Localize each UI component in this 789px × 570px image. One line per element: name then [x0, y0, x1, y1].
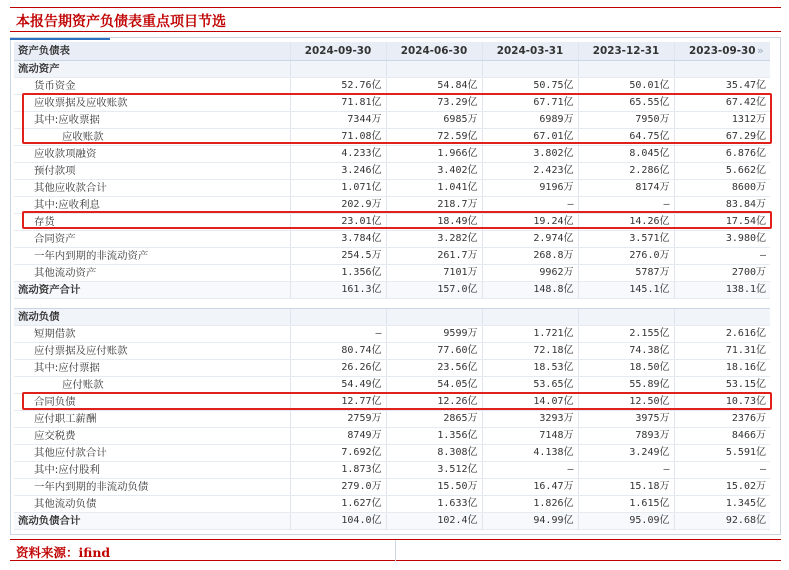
cell-value: 1.627亿	[290, 495, 386, 512]
table-row	[14, 162, 770, 179]
cell-value: 4.138亿	[482, 444, 578, 461]
cell-value: —	[290, 325, 386, 342]
table-row	[14, 128, 770, 145]
row-label: 流动资产合计	[14, 281, 290, 298]
cell-value: 1.721亿	[482, 325, 578, 342]
cell-value: 14.26亿	[578, 213, 674, 230]
cell-value: 15.50万	[386, 478, 482, 495]
table-row	[14, 111, 770, 128]
cell-value: 65.55亿	[578, 94, 674, 111]
cell-value: 1.071亿	[290, 179, 386, 196]
cell-value: —	[578, 461, 674, 478]
cell-value: 67.01亿	[482, 128, 578, 145]
cell-value: 95.09亿	[578, 512, 674, 529]
source-note: 资料来源：ifind	[16, 545, 111, 560]
table-row	[14, 376, 770, 393]
table-row	[14, 410, 770, 427]
table-row	[14, 461, 770, 478]
cell-value: 23.01亿	[290, 213, 386, 230]
cell-value: 1312万	[674, 111, 770, 128]
cell-value: 4.233亿	[290, 145, 386, 162]
column-header-period[interactable]: 2024-09-30	[290, 42, 386, 60]
cell-value: 72.59亿	[386, 128, 482, 145]
table-row	[14, 145, 770, 162]
cell-value: 6.876亿	[674, 145, 770, 162]
cell-value: 157.0亿	[386, 281, 482, 298]
cell-value: 268.8万	[482, 247, 578, 264]
cell-value: 8600万	[674, 179, 770, 196]
row-label: 流动负债合计	[14, 512, 290, 529]
table-row	[14, 359, 770, 376]
total-row-current-liabilities	[14, 512, 770, 529]
cell-value: 218.7万	[386, 196, 482, 213]
cell-value: 52.76亿	[290, 77, 386, 94]
row-label: 一年内到期的非流动负债	[14, 478, 290, 495]
cell-value: 54.05亿	[386, 376, 482, 393]
cell-value: 15.18万	[578, 478, 674, 495]
cell-value: 3.402亿	[386, 162, 482, 179]
row-label: 应收款项融资	[14, 145, 290, 162]
cell-value: 3293万	[482, 410, 578, 427]
row-label: 存货	[14, 213, 290, 230]
spacer-cell	[14, 298, 770, 308]
cell-value: 148.8亿	[482, 281, 578, 298]
cell-value: —	[482, 196, 578, 213]
cell-value: 50.01亿	[578, 77, 674, 94]
cell-value: 3975万	[578, 410, 674, 427]
column-header-period[interactable]: 2024-06-30	[386, 42, 482, 60]
section-cell	[290, 60, 386, 77]
table-header-row	[14, 42, 770, 60]
cell-value: 3.249亿	[578, 444, 674, 461]
cell-value: 7101万	[386, 264, 482, 281]
section-spacer	[14, 298, 770, 308]
row-label: 其他流动负债	[14, 495, 290, 512]
cell-value: 18.49亿	[386, 213, 482, 230]
row-label: 预付款项	[14, 162, 290, 179]
table-row	[14, 196, 770, 213]
cell-value: 17.54亿	[674, 213, 770, 230]
cell-value: 2.974亿	[482, 230, 578, 247]
cell-value: 2759万	[290, 410, 386, 427]
cell-value: 1.633亿	[386, 495, 482, 512]
cell-value: 3.802亿	[482, 145, 578, 162]
row-label: 其他流动资产	[14, 264, 290, 281]
cell-value: 3.784亿	[290, 230, 386, 247]
table-row	[14, 495, 770, 512]
table-row	[14, 325, 770, 342]
cell-value: 71.31亿	[674, 342, 770, 359]
cell-value: 72.18亿	[482, 342, 578, 359]
cell-value: 104.0亿	[290, 512, 386, 529]
cell-value: 3.282亿	[386, 230, 482, 247]
section-cell	[482, 60, 578, 77]
cell-value: 202.9万	[290, 196, 386, 213]
row-label: 应收账款	[14, 128, 290, 145]
cell-value: 5.662亿	[674, 162, 770, 179]
table-row	[14, 230, 770, 247]
cell-value: 2376万	[674, 410, 770, 427]
cell-value: 2.155亿	[578, 325, 674, 342]
total-row-current-assets	[14, 281, 770, 298]
section-cell	[290, 308, 386, 325]
cell-value: 2865万	[386, 410, 482, 427]
row-label: 其他应付款合计	[14, 444, 290, 461]
row-label: 应收票据及应收账款	[14, 94, 290, 111]
cell-value: 1.041亿	[386, 179, 482, 196]
cell-value: 3.980亿	[674, 230, 770, 247]
row-label: 其中:应收利息	[14, 196, 290, 213]
cell-value: 54.49亿	[290, 376, 386, 393]
cell-value: 26.26亿	[290, 359, 386, 376]
row-label: 短期借款	[14, 325, 290, 342]
row-label: 其他应收款合计	[14, 179, 290, 196]
cell-value: 6985万	[386, 111, 482, 128]
cell-value: 8174万	[578, 179, 674, 196]
row-label: 应交税费	[14, 427, 290, 444]
cell-value: 67.29亿	[674, 128, 770, 145]
cell-value: 23.56亿	[386, 359, 482, 376]
cell-value: 10.73亿	[674, 393, 770, 410]
cell-value: 2700万	[674, 264, 770, 281]
section-cell	[482, 308, 578, 325]
cell-value: 18.16亿	[674, 359, 770, 376]
column-header-period[interactable]: 2024-03-31	[482, 42, 578, 60]
cell-value: 71.81亿	[290, 94, 386, 111]
table-row	[14, 393, 770, 410]
table-row	[14, 94, 770, 111]
cell-value: 9962万	[482, 264, 578, 281]
section-cell	[578, 308, 674, 325]
cell-value: 1.356亿	[290, 264, 386, 281]
cell-value: 138.1亿	[674, 281, 770, 298]
cell-value: 19.24亿	[482, 213, 578, 230]
cell-value: 55.89亿	[578, 376, 674, 393]
table-body	[14, 60, 770, 529]
row-label: 应付票据及应付账款	[14, 342, 290, 359]
cell-value: 12.26亿	[386, 393, 482, 410]
column-header-label: 资产负债表	[14, 42, 290, 60]
cell-value: 35.47亿	[674, 77, 770, 94]
section-title: 流动负债	[14, 308, 290, 325]
row-label: 其中:应付票据	[14, 359, 290, 376]
cell-value: 8.308亿	[386, 444, 482, 461]
cell-value: 71.08亿	[290, 128, 386, 145]
cell-value: 18.53亿	[482, 359, 578, 376]
section-cell	[674, 60, 770, 77]
report-title: 本报告期资产负债表重点项目节选	[16, 14, 226, 30]
cell-value: —	[674, 247, 770, 264]
cell-value: 254.5万	[290, 247, 386, 264]
cell-value: 15.02万	[674, 478, 770, 495]
cell-value: 53.65亿	[482, 376, 578, 393]
section-cell	[386, 308, 482, 325]
row-label: 应付账款	[14, 376, 290, 393]
cell-value: 3.246亿	[290, 162, 386, 179]
cell-value: —	[578, 196, 674, 213]
cell-value: 67.71亿	[482, 94, 578, 111]
cell-value: 2.423亿	[482, 162, 578, 179]
source-footer	[10, 539, 781, 561]
cell-value: 64.75亿	[578, 128, 674, 145]
cell-value: 3.512亿	[386, 461, 482, 478]
scroll-right-icon[interactable]: »	[757, 44, 764, 57]
cell-value: —	[674, 461, 770, 478]
cell-value: 5.591亿	[674, 444, 770, 461]
cell-value: 53.15亿	[674, 376, 770, 393]
cell-value: 7344万	[290, 111, 386, 128]
cell-value: 1.345亿	[674, 495, 770, 512]
cell-value: 7950万	[578, 111, 674, 128]
table-row	[14, 179, 770, 196]
cell-value: 5787万	[578, 264, 674, 281]
cell-value: 80.74亿	[290, 342, 386, 359]
column-header-period[interactable]: 2023-12-31	[578, 42, 674, 60]
table-row	[14, 247, 770, 264]
cell-value: 8466万	[674, 427, 770, 444]
row-label: 合同资产	[14, 230, 290, 247]
cell-value: 1.966亿	[386, 145, 482, 162]
cell-value: 12.50亿	[578, 393, 674, 410]
cell-value: 7893万	[578, 427, 674, 444]
cell-value: 261.7万	[386, 247, 482, 264]
section-current-liabilities	[14, 308, 770, 325]
section-title: 流动资产	[14, 60, 290, 77]
table-row	[14, 427, 770, 444]
cell-value: 77.60亿	[386, 342, 482, 359]
cell-value: 92.68亿	[674, 512, 770, 529]
cell-value: 18.50亿	[578, 359, 674, 376]
cell-value: 279.0万	[290, 478, 386, 495]
cell-value: 8.045亿	[578, 145, 674, 162]
cell-value: 1.356亿	[386, 427, 482, 444]
table-row	[14, 342, 770, 359]
cell-value: 1.826亿	[482, 495, 578, 512]
section-cell	[674, 308, 770, 325]
table-row	[14, 77, 770, 94]
table-row	[14, 444, 770, 461]
section-cell	[386, 60, 482, 77]
cell-value: 50.75亿	[482, 77, 578, 94]
footer-divider	[395, 540, 396, 561]
row-label: 应付职工薪酬	[14, 410, 290, 427]
cell-value: 9196万	[482, 179, 578, 196]
table-row	[14, 213, 770, 230]
cell-value: 161.3亿	[290, 281, 386, 298]
section-current-assets	[14, 60, 770, 77]
cell-value: 1.615亿	[578, 495, 674, 512]
cell-value: 73.29亿	[386, 94, 482, 111]
row-label: 合同负债	[14, 393, 290, 410]
cell-value: 67.42亿	[674, 94, 770, 111]
cell-value: 2.616亿	[674, 325, 770, 342]
cell-value: 12.77亿	[290, 393, 386, 410]
cell-value: 14.07亿	[482, 393, 578, 410]
cell-value: 276.0万	[578, 247, 674, 264]
row-label: 一年内到期的非流动资产	[14, 247, 290, 264]
cell-value: 145.1亿	[578, 281, 674, 298]
cell-value: 74.38亿	[578, 342, 674, 359]
cell-value: 9599万	[386, 325, 482, 342]
cell-value: 102.4亿	[386, 512, 482, 529]
row-label: 其中:应收票据	[14, 111, 290, 128]
column-header-period[interactable]: 2023-09-30	[674, 42, 770, 60]
active-tab-indicator	[10, 38, 110, 40]
row-label: 其中:应付股利	[14, 461, 290, 478]
section-cell	[578, 60, 674, 77]
cell-value: 83.84万	[674, 196, 770, 213]
cell-value: 16.47万	[482, 478, 578, 495]
cell-value: —	[482, 461, 578, 478]
row-label: 货币资金	[14, 77, 290, 94]
cell-value: 7148万	[482, 427, 578, 444]
cell-value: 3.571亿	[578, 230, 674, 247]
cell-value: 8749万	[290, 427, 386, 444]
cell-value: 6989万	[482, 111, 578, 128]
table-row	[14, 264, 770, 281]
cell-value: 2.286亿	[578, 162, 674, 179]
cell-value: 94.99亿	[482, 512, 578, 529]
cell-value: 54.84亿	[386, 77, 482, 94]
report-title-bar	[10, 7, 781, 32]
cell-value: 7.692亿	[290, 444, 386, 461]
balance-sheet-table	[14, 42, 770, 530]
table-row	[14, 478, 770, 495]
cell-value: 1.873亿	[290, 461, 386, 478]
